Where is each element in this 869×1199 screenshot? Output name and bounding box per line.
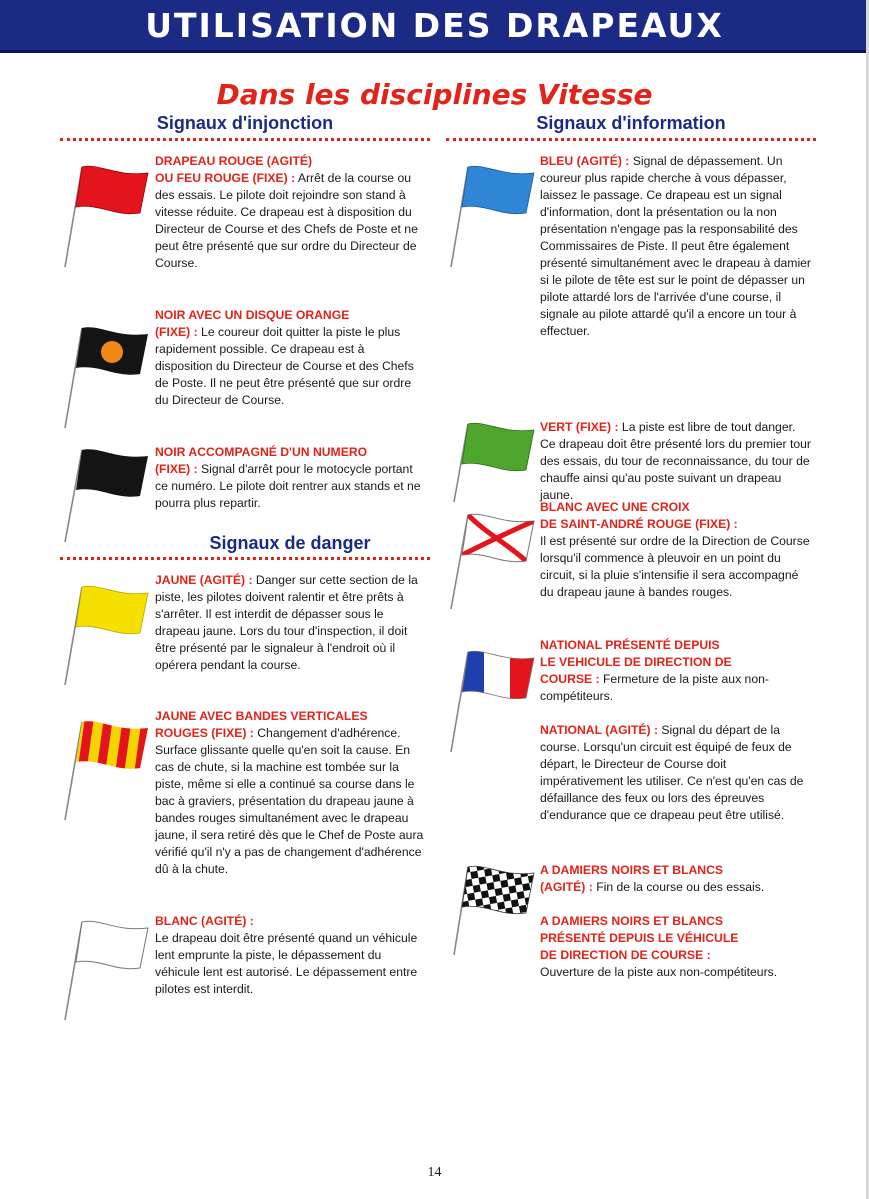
dotted-rule-information [446, 138, 816, 141]
heading-injonction: Signaux d'injonction [156, 113, 334, 133]
entry-head: JAUNE AVEC BANDES VERTICALES ROUGES (FIXE) : [155, 709, 368, 740]
entry-body: Ouverture de la piste aux non-compétiteurs. [540, 965, 778, 979]
entry-body: Arrêt de la course ou des essais. Le pilote doit rejoindre son stand à vitesse réduite. Ce drapeau est à disposition du Directeur de Course et des Chefs de Poste et ne peut être présenté que sur ordre du Directeur de Course. [155, 171, 418, 270]
entry-head: DRAPEAU ROUGE (AGITÉ) OU FEU ROUGE (FIXE) : [155, 154, 313, 185]
entry-head: A DAMIERS NOIRS ET BLANCS PRÉSENTÉ DEPUIS LE VÉHICULE DE DIRECTION DE COURSE : [540, 914, 739, 962]
entry-body: La piste est libre de tout danger. Ce drapeau doit être présenté lors du premier tour des essais, du tour de reconnaissance, du tour de chauffe ainsi qu'au poste suivant un drapeau jaune. [540, 420, 811, 502]
entry-text [155, 572, 425, 674]
discipline-subtitle: Dans les disciplines Vitesse [216, 78, 653, 111]
entry-text [155, 444, 425, 512]
yellow-red-stripes-flag-icon [60, 710, 152, 825]
white-flag-icon [60, 910, 152, 1025]
entry-body: Le coureur doit quitter la piste le plus rapidement possible. Ce drapeau est à disposition du Directeur de Course et des Chefs de Poste. Il ne peut être présenté que sur ordre du Directeur de Course. [155, 325, 414, 407]
black-orange-disc-flag-icon [60, 316, 152, 431]
entry-body: Fin de la course ou des essais. [592, 880, 765, 894]
yellow-flag-icon [60, 575, 152, 690]
checkered-flag-icon [446, 855, 538, 965]
entry-head: VERT (FIXE) : [540, 420, 619, 434]
entry-text [540, 637, 812, 705]
entry-head: NOIR ACCOMPAGNÉ D'UN NUMERO (FIXE) : [155, 445, 368, 476]
heading-danger-text: Signaux de danger [209, 533, 371, 553]
page-number: 14 [427, 1165, 442, 1180]
black-flag-icon [60, 438, 152, 553]
entry-body: Le drapeau doit être présenté quand un véhicule lent emprunte la piste, le dépassement du véhicule lent est autorisé. Le dépassement entre pilotes est interdit. [155, 931, 418, 996]
entry-head: BLANC (AGITÉ) : [155, 914, 254, 928]
entry-body: Danger sur cette section de la piste, les pilotes doivent ralentir et être prêts à s'arrêter. Il est interdit de dépasser sous le drapeau jaune. Lors du tour d'inspection, il doit être présenté par le signaleur à l'endroit où il opérera pendant la course. [155, 573, 418, 672]
page-title: UTILISATION DES DRAPEAUX [145, 6, 724, 45]
entry-head: NATIONAL PRÉSENTÉ DEPUIS LE VEHICULE DE DIRECTION DE COURSE : [540, 638, 732, 686]
heading-information: Signaux d'information [536, 113, 726, 133]
title-banner [0, 0, 869, 53]
entry-text [540, 722, 812, 824]
red-flag-icon [60, 155, 152, 270]
entry-text [155, 307, 425, 409]
french-national-flag-icon [446, 640, 538, 755]
entry-text [155, 153, 425, 272]
entry-head: JAUNE (AGITÉ) : [155, 573, 253, 587]
entry-text [540, 419, 812, 504]
entry-head: NOIR AVEC UN DISQUE ORANGE (FIXE) : [155, 308, 350, 339]
entry-body: Signal de dépassement. Un coureur plus rapide cherche à vous dépasser, laissez le passage. Ce drapeau est un signal d'information, dont la présentation ou la non présentation n'engage pas la responsabilité des Commissaires de Piste. Il peut être également présenté simultanément avec le drapeau à damier si le pilote de tête est sur le point de dépasser un pilote attardé lors de l'arrivée d'une course, il signale au pilote attardé qu'il a encore un tour à effectuer. [540, 154, 811, 338]
green-flag-icon [446, 412, 538, 507]
white-red-cross-flag-icon [446, 503, 538, 613]
entry-text [155, 708, 425, 878]
entry-body: Signal du départ de la course. Lorsqu'un circuit est équipé de feux de départ, le Directeur de Course doit impérativement les utiliser. Ce n'est qu'en cas de défaillance des feux ou lors des épreuves d'endurance que ce drapeau peut être utilisé. [540, 723, 804, 822]
entry-text [540, 153, 812, 340]
entry-head: NATIONAL (AGITÉ) : [540, 723, 659, 737]
entry-head: BLEU (AGITÉ) : [540, 154, 630, 168]
entry-head: BLANC AVEC UNE CROIX DE SAINT-ANDRÉ ROUGE (FIXE) : [540, 500, 738, 531]
entry-body: Changement d'adhérence. Surface glissante quelle qu'en soit la cause. En cas de chute, si la machine est tombée sur la piste, même si elle a continué sa course dans le bac à graviers, présentation du drapeau jaune à bandes rouges simultanément avec le drapeau jaune, il sera retiré dès que le Chef de Poste aura vérifié qu'il n'y a pas de changement d'adhérence dû à la chute. [155, 726, 424, 876]
entry-text [540, 913, 812, 981]
entry-body: Il est présenté sur ordre de la Direction de Course lorsqu'il commence à pleuvoir en un point du circuit, si la pluie s'intensifie il sera accompagné du drapeau jaune à bandes rouges. [540, 534, 810, 599]
dotted-rule-danger [60, 557, 430, 560]
entry-text [540, 499, 812, 601]
entry-body: Fermeture de la piste aux non-compétiteurs. [540, 672, 769, 703]
entry-text [540, 862, 820, 896]
entry-body: Signal d'arrêt pour le motocycle portant ce numéro. Le pilote doit rentrer aux stands et ne pourra plus repartir. [155, 462, 421, 510]
blue-flag-icon [446, 155, 538, 270]
entry-text [155, 913, 425, 998]
entry-head: A DAMIERS NOIRS ET BLANCS (AGITÉ) : [540, 863, 724, 894]
dotted-rule-injonction [60, 138, 430, 141]
